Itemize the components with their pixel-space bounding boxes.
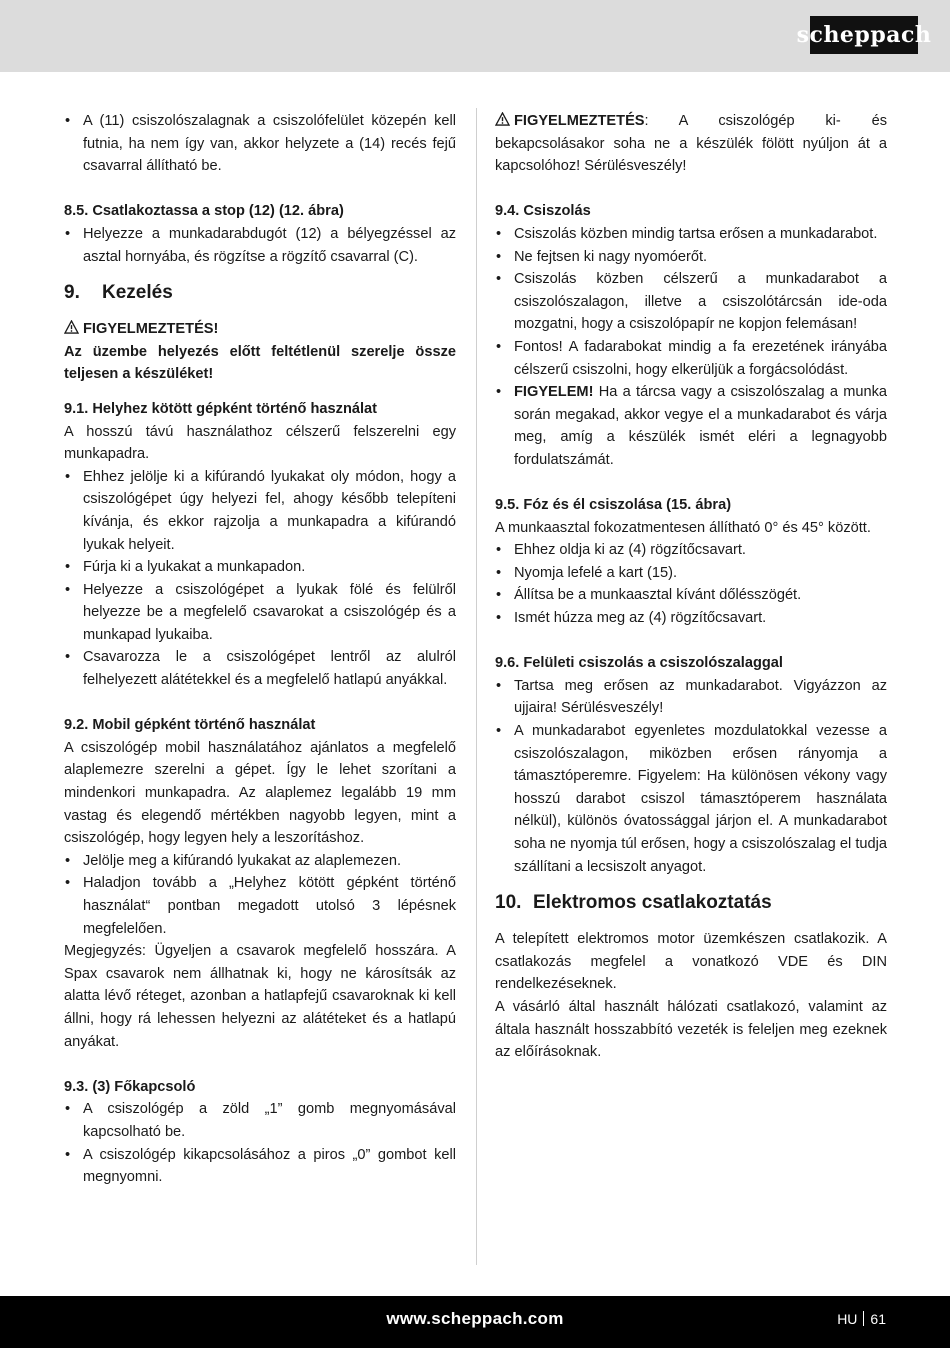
section-title-9-4: 9.4. Csiszolás (495, 203, 591, 220)
section-title-9-2: 9.2. Mobil gépként történő használat (64, 717, 316, 734)
list-item: • Haladjon tovább a „Helyhez kötött gépként történő használat“ pontban megadott utolsó 3 lépésnek megfelelően. (64, 872, 456, 940)
section-title-9-5: 9.5. Fóz és él csiszolása (15. ábra) (495, 497, 732, 514)
list-item: • Csiszolás közben célszerű a munkadarabot a csiszolószalagon, illetve a csiszolótárcsán ide-oda mozgatni, hogy a csiszolópapír ne kopjon felemásan! (495, 268, 887, 336)
warning-triangle-icon (495, 112, 510, 126)
list-item: • Állítsa be a munkaasztal kívánt dőlésszögét. (495, 584, 887, 607)
list-item: • Fontos! A fadarabokat mindig a fa erezetének irányába célszerű csiszolni, hogy elkerüljük a forgácsolódást. (495, 336, 887, 381)
header-bar (0, 0, 950, 72)
list-item: • Ne fejtsen ki nagy nyomóerőt. (495, 246, 887, 269)
list-item: • Nyomja lefelé a kart (15). (495, 562, 887, 585)
page-number: 61 (870, 1311, 886, 1327)
right-column (495, 110, 887, 1064)
list-item: • Ehhez oldja ki az (4) rögzítőcsavart. (495, 539, 887, 562)
intro-list (64, 110, 456, 178)
page-indicator (837, 1296, 886, 1342)
list-item-attention: • FIGYELEM! Ha a tárcsa vagy a csiszolószalag a munka során megakad, akkor vegye el a munkadarabot és várja meg, amíg a készülék ismét eléri a legnagyobb fordulatszámát. (495, 381, 887, 471)
list-item: • Csavarozza le a csiszológépet lentről az alulról felhelyezett alátétekkel és a megfelelő hatlapú anyákkal. (64, 646, 456, 691)
section-9-4-list (495, 223, 887, 472)
paragraph: A telepített elektromos motor üzemkészen csatlakozik. A csatlakozás megfelel a vonatkozó VDE és DIN rendelkezéseknek. (495, 931, 887, 993)
paragraph: A munkaasztal fokozatmentesen állítható 0° és 45° között. (495, 519, 871, 536)
section-9-3-list (64, 1098, 456, 1188)
section-title-9-6: 9.6. Felületi csiszolás a csiszolószalaggal (495, 655, 783, 672)
list-item: • A csiszológép kikapcsolásához a piros „0” gombot kell megnyomni. (64, 1144, 456, 1189)
list-item: • Tartsa meg erősen az munkadarabot. Vigyázzon az ujjaira! Sérülésveszély! (495, 675, 887, 720)
paragraph: A csiszológép mobil használatához ajánlatos a megfelelő alaplemezre szerelni a gépet. Így le lehet szorítani a mindenkori munkapadra. Az alaplemez legalább 19 mm vastag és elegendő mértékben nagyobb legyen, mint a csiszológép, hogy legyen hely a leszorításhoz. (64, 739, 456, 847)
warning-heading: FIGYELMEZTETÉS! (64, 318, 456, 341)
list-item: • A csiszológép a zöld „1” gomb megnyomásával kapcsolható be. (64, 1098, 456, 1143)
list-item: • Helyezze a munkadarabdugót (12) a bélyegzéssel az asztal hornyába, és rögzítse a rögzítő csavarral (C). (64, 223, 456, 268)
list-item: • Ehhez jelölje ki a kifúrandó lyukakat oly módon, hogy a csiszológépet úgy helyezi fel, ahogy később telepíteni kívánja, és ekkor rajzolja a munkapadra a kifúrandó lyukak helyeit. (64, 466, 456, 556)
section-title-9-3: 9.3. (3) Főkapcsoló (64, 1078, 196, 1095)
warning-label: FIGYELMEZTETÉS (514, 113, 645, 129)
paragraph: A hosszú távú használathoz célszerű felszerelni egy munkapadra. (64, 423, 456, 463)
paragraph: A vásárló által használt hálózati csatlakozó, valamint az általa használt hosszabbító vezeték is feleljen meg ezeknek az előírásoknak. (495, 998, 887, 1061)
list-item: • Ismét húzza meg az (4) rögzítőcsavart. (495, 607, 887, 630)
list-item: • A munkadarabot egyenletes mozdulatokkal vezesse a csiszolószalagon, miközben erősen rányomja a támasztóperemre. Figyelem: Ha különösen vékony vagy hosszú darabot csiszol támasztóperem használata nélkül), különös óvatossággal járjon el. A munkadarabot soha ne nyomja túl erősen, hogy a csiszolószalag el tudja szállítani a lecsiszolt anyagot. (495, 720, 887, 878)
section-title-8-5: 8.5. Csatlakoztassa a stop (12) (12. ábra) (64, 203, 344, 220)
section-9-2-list (64, 850, 456, 940)
left-column (64, 110, 456, 1189)
list-item: • Helyezze a csiszológépet a lyukak fölé és felülről helyezze be a megfelelő csavarokat a csiszológép és a munkapad lyukaiba. (64, 579, 456, 647)
warning-triangle-icon (64, 320, 79, 334)
list-item: • Csiszolás közben mindig tartsa erősen a munkadarabot. (495, 223, 887, 246)
brand-logo: scheppach (810, 16, 918, 54)
warning-text: Az üzembe helyezés előtt feltétlenül szerelje össze teljesen a készüléket! (64, 343, 456, 383)
column-divider (476, 108, 477, 1265)
warning-text: : A csiszológép ki- és bekapcsolásakor soha ne a készülék fölött nyúljon át a kapcsolóhoz! Sérülésveszély! (495, 113, 887, 175)
list-item: • Jelölje meg a kifúrandó lyukakat az alaplemezen. (64, 850, 456, 873)
section-9-6-list (495, 675, 887, 878)
section-8-5-list (64, 223, 456, 268)
chapter-heading-9: 9. Kezelés (64, 282, 173, 304)
section-9-5-list (495, 539, 887, 629)
section-title-9-1: 9.1. Helyhez kötött gépként történő használat (64, 400, 378, 417)
language-code: HU (837, 1311, 858, 1327)
warning-paragraph (495, 110, 887, 178)
list-item: • A (11) csiszolószalagnak a csiszolófelület közepén kell futnia, ha nem így van, akkor helyzete a (14) recés fejű csavarral állítható be. (64, 110, 456, 178)
note-paragraph: Megjegyzés: Ügyeljen a csavarok megfelelő hosszára. A Spax csavarok nem állhatnak ki, hogy ne károsítsák az alatta lévő réteget, azonban a hatlapfejű csavaroknak ki kell állni, hogy rá lehessen helyezni az alátéteket és a hatlapú anyákat. (64, 943, 456, 1050)
list-item: • Fúrja ki a lyukakat a munkapadon. (64, 556, 456, 579)
chapter-heading-10: 10. Elektromos csatlakoztatás (495, 892, 772, 914)
footer-bar (0, 1296, 950, 1348)
section-9-1-list (64, 466, 456, 692)
footer-url[interactable]: www.scheppach.com (386, 1309, 564, 1328)
